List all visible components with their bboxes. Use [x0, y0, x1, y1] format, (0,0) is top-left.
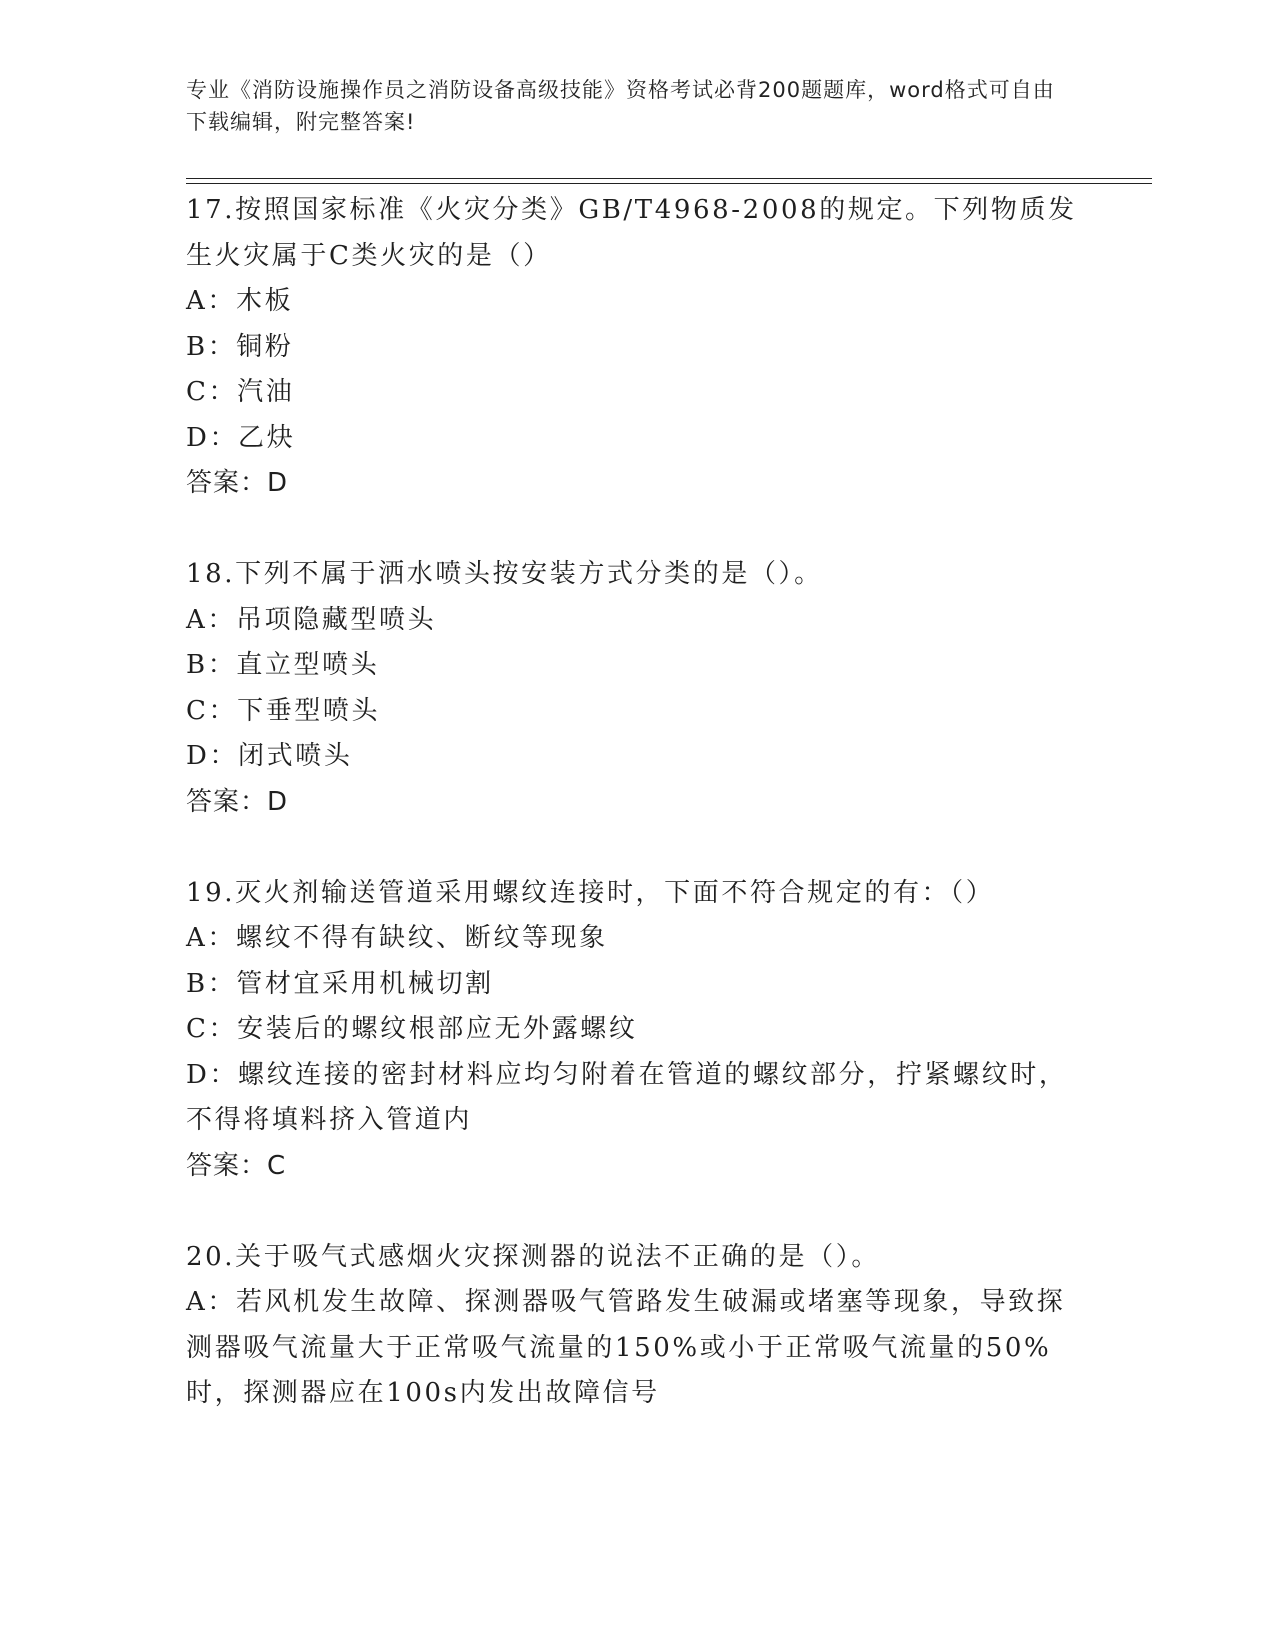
option-a: A：若风机发生故障、探测器吸气管路发生破漏或堵塞等现象，导致探测器吸气流量大于正常吸气流量的150%或小于正常吸气流量的50%时，探测器应在100s内发出故障信号 — [186, 1287, 1066, 1408]
question-stem: 20.关于吸气式感烟火灾探测器的说法不正确的是（）。 — [186, 1241, 880, 1272]
option-d: D：闭式喷头 — [186, 741, 353, 771]
option-a: A：木板 — [186, 286, 294, 316]
option-c: C：下垂型喷头 — [186, 695, 381, 726]
option-c: C：安装后的螺纹根部应无外露螺纹 — [186, 1014, 638, 1044]
option-a: A：螺纹不得有缺纹、断纹等现象 — [186, 923, 608, 953]
answer-label: 答案：C — [186, 1150, 287, 1181]
question-17 — [186, 188, 1086, 507]
question-18 — [186, 552, 1086, 825]
question-spacer — [186, 507, 1086, 553]
question-spacer — [186, 825, 1086, 871]
option-b: B：管材宜采用机械切割 — [186, 968, 494, 999]
question-stem: 18.下列不属于洒水喷头按安装方式分类的是（）。 — [186, 559, 823, 589]
option-c: C：汽油 — [186, 377, 295, 407]
question-spacer — [186, 1189, 1086, 1235]
option-b: B：直立型喷头 — [186, 650, 380, 680]
question-stem: 19.灭火剂输送管道采用螺纹连接时，下面不符合规定的有：（） — [186, 877, 995, 908]
question-19 — [186, 871, 1086, 1190]
question-list — [186, 188, 1086, 1417]
option-d: D：乙炔 — [186, 422, 296, 453]
document-header: 专业《消防设施操作员之消防设备高级技能》资格考试必背200题题库，word格式可自由下载编辑，附完整答案! — [186, 78, 1055, 134]
option-d: D：螺纹连接的密封材料应均匀附着在管道的螺纹部分，拧紧螺纹时，不得将填料挤入管道内 — [186, 1059, 1068, 1135]
header-divider-bottom — [186, 183, 1152, 184]
answer-label: 答案：D — [186, 468, 289, 498]
header-divider-top — [186, 178, 1152, 179]
question-stem: 17.按照国家标准《火灾分类》GB/T4968-2008的规定。下列物质发生火灾属于C类火灾的是（） — [186, 195, 1077, 271]
answer-label: 答案：D — [186, 786, 289, 817]
question-20 — [186, 1235, 1086, 1417]
option-b: B：铜粉 — [186, 331, 294, 362]
option-a: A：吊项隐藏型喷头 — [186, 604, 437, 635]
